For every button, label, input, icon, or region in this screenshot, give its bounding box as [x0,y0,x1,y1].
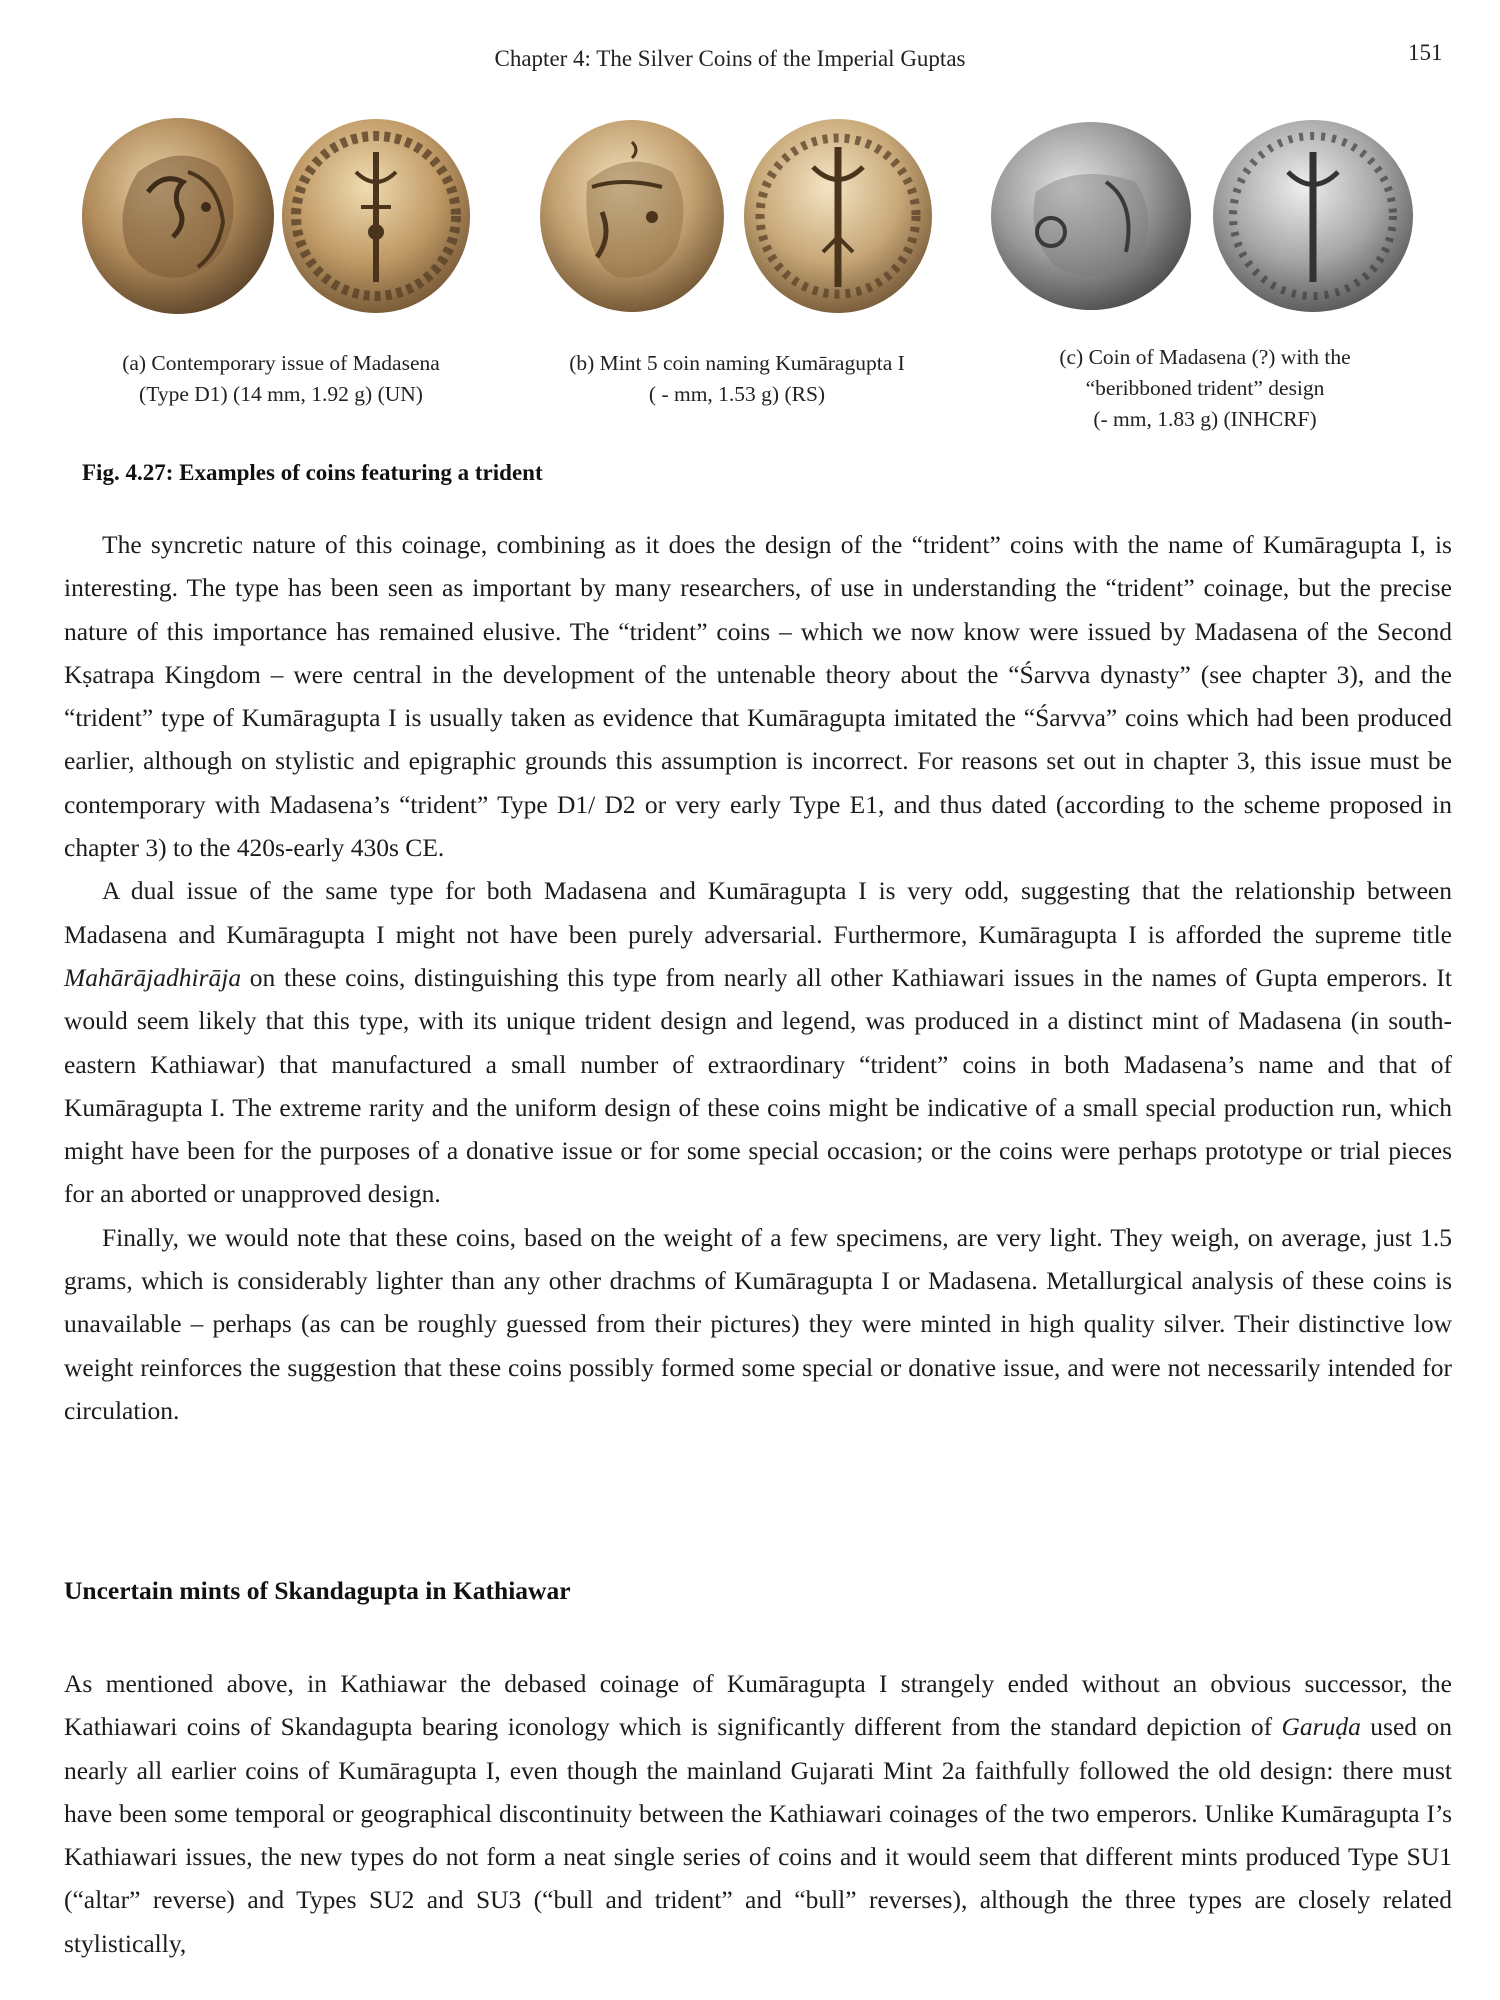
figure-label: Fig. 4.27: Examples of coins featuring a trident [82,460,543,485]
coin-pair-b [532,112,938,337]
caption-coin-b: (b) Mint 5 coin naming Kumāragupta I ( - mm, 1.53 g) (RS) [569,351,905,406]
coin-a-obverse [78,112,278,317]
paragraph-2: A dual issue of the same type for both Madasena and Kumāragupta I is very odd, suggesting that the relationship between Madasena and Kumāragupta I might not have been purely adversarial. Furthermore, Kumāragupta I is afforded the supreme title Mahārājadhirāja on these coins, distinguishing this type from nearly all other Kathiawari issues in the names of Gupta emperors. It would seem likely that this type, with its unique trident design and legend, was produced in a distinct mint of Madasena (in south-eastern Kathiawar) that manufactured a small number of extraordinary “trident” coins in both Madasena’s name and that of Kumāragupta I. The extreme rarity and the uniform design of these coins might be indicative of a small special production run, which might have been for the purposes of a donative issue or for some special occasion; or the coins were perhaps prototype or trial pieces for an aborted or unapproved design. [64,876,1452,1209]
body-text-block [64,523,1452,1432]
section-heading: Uncertain mints of Skandagupta in Kathiawar [64,1576,571,1605]
coin-pair-c [986,112,1426,337]
coin-c-reverse [1208,112,1418,317]
coin-pair-a [78,112,476,337]
coin-c-obverse [986,112,1196,317]
page-number: 151 [1408,40,1443,65]
coin-a-reverse [276,112,476,317]
section-body [64,1662,1452,1965]
paragraph-3: Finally, we would note that these coins, based on the weight of a few specimens, are very light. They weigh, on average, just 1.5 grams, which is considerably lighter than any other drachms of Kumāragupta I or Madasena. Metallurgical analysis of these coins is unavailable – perhaps (as can be roughly guessed from their pictures) they were minted in high quality silver. Their distinctive low weight reinforces the suggestion that these coins possibly formed some special or donative issue, and were not necessarily intended for circulation. [64,1222,1452,1425]
caption-coin-c: (c) Coin of Madasena (?) with the “beribboned trident” design (- mm, 1.83 g) (INHCRF) [1059,345,1351,431]
section-paragraph: As mentioned above, in Kathiawar the debased coinage of Kumāragupta I strangely ended without an obvious successor, the Kathiawari coins of Skandagupta bearing iconology which is significantly different from the standard depiction of Garuḍa used on nearly all earlier coins of Kumāragupta I, even though the mainland Gujarati Mint 2a faithfully followed the old design: there must have been some temporal or geographical discontinuity between the Kathiawari coinages of the two emperors. Unlike Kumāragupta I’s Kathiawari issues, the new types do not form a neat single series of coins and it would seem that different mints produced Type SU1 (“altar” reverse) and Types SU2 and SU3 (“bull and trident” and “bull” reverses), although the three types are closely related stylistically, [64,1669,1452,1958]
coin-b-obverse [532,112,732,317]
caption-coin-a: (a) Contemporary issue of Madasena (Type D1) (14 mm, 1.92 g) (UN) [122,351,440,406]
running-head: Chapter 4: The Silver Coins of the Imperial Guptas [494,46,966,71]
coin-b-reverse [738,112,938,317]
paragraph-1: The syncretic nature of this coinage, combining as it does the design of the “trident” coins with the name of Kumāragupta I, is interesting. The type has been seen as important by many researchers, of use in understanding the “trident” coinage, but the precise nature of this importance has remained elusive. The “trident” coins – which we now know were issued by Madasena of the Second Kṣatrapa Kingdom – were central in the development of the untenable theory about the “Śarvva dynasty” (see chapter 3), and the “trident” type of Kumāragupta I is usually taken as evidence that Kumāragupta imitated the “Śarvva” coins which had been produced earlier, although on stylistic and epigraphic grounds this assumption is incorrect. For reasons set out in chapter 3, this issue must be contemporary with Madasena’s “trident” Type D1/ D2 or very early Type E1, and thus dated (according to the scheme proposed in chapter 3) to the 420s-early 430s CE. [64,530,1452,863]
